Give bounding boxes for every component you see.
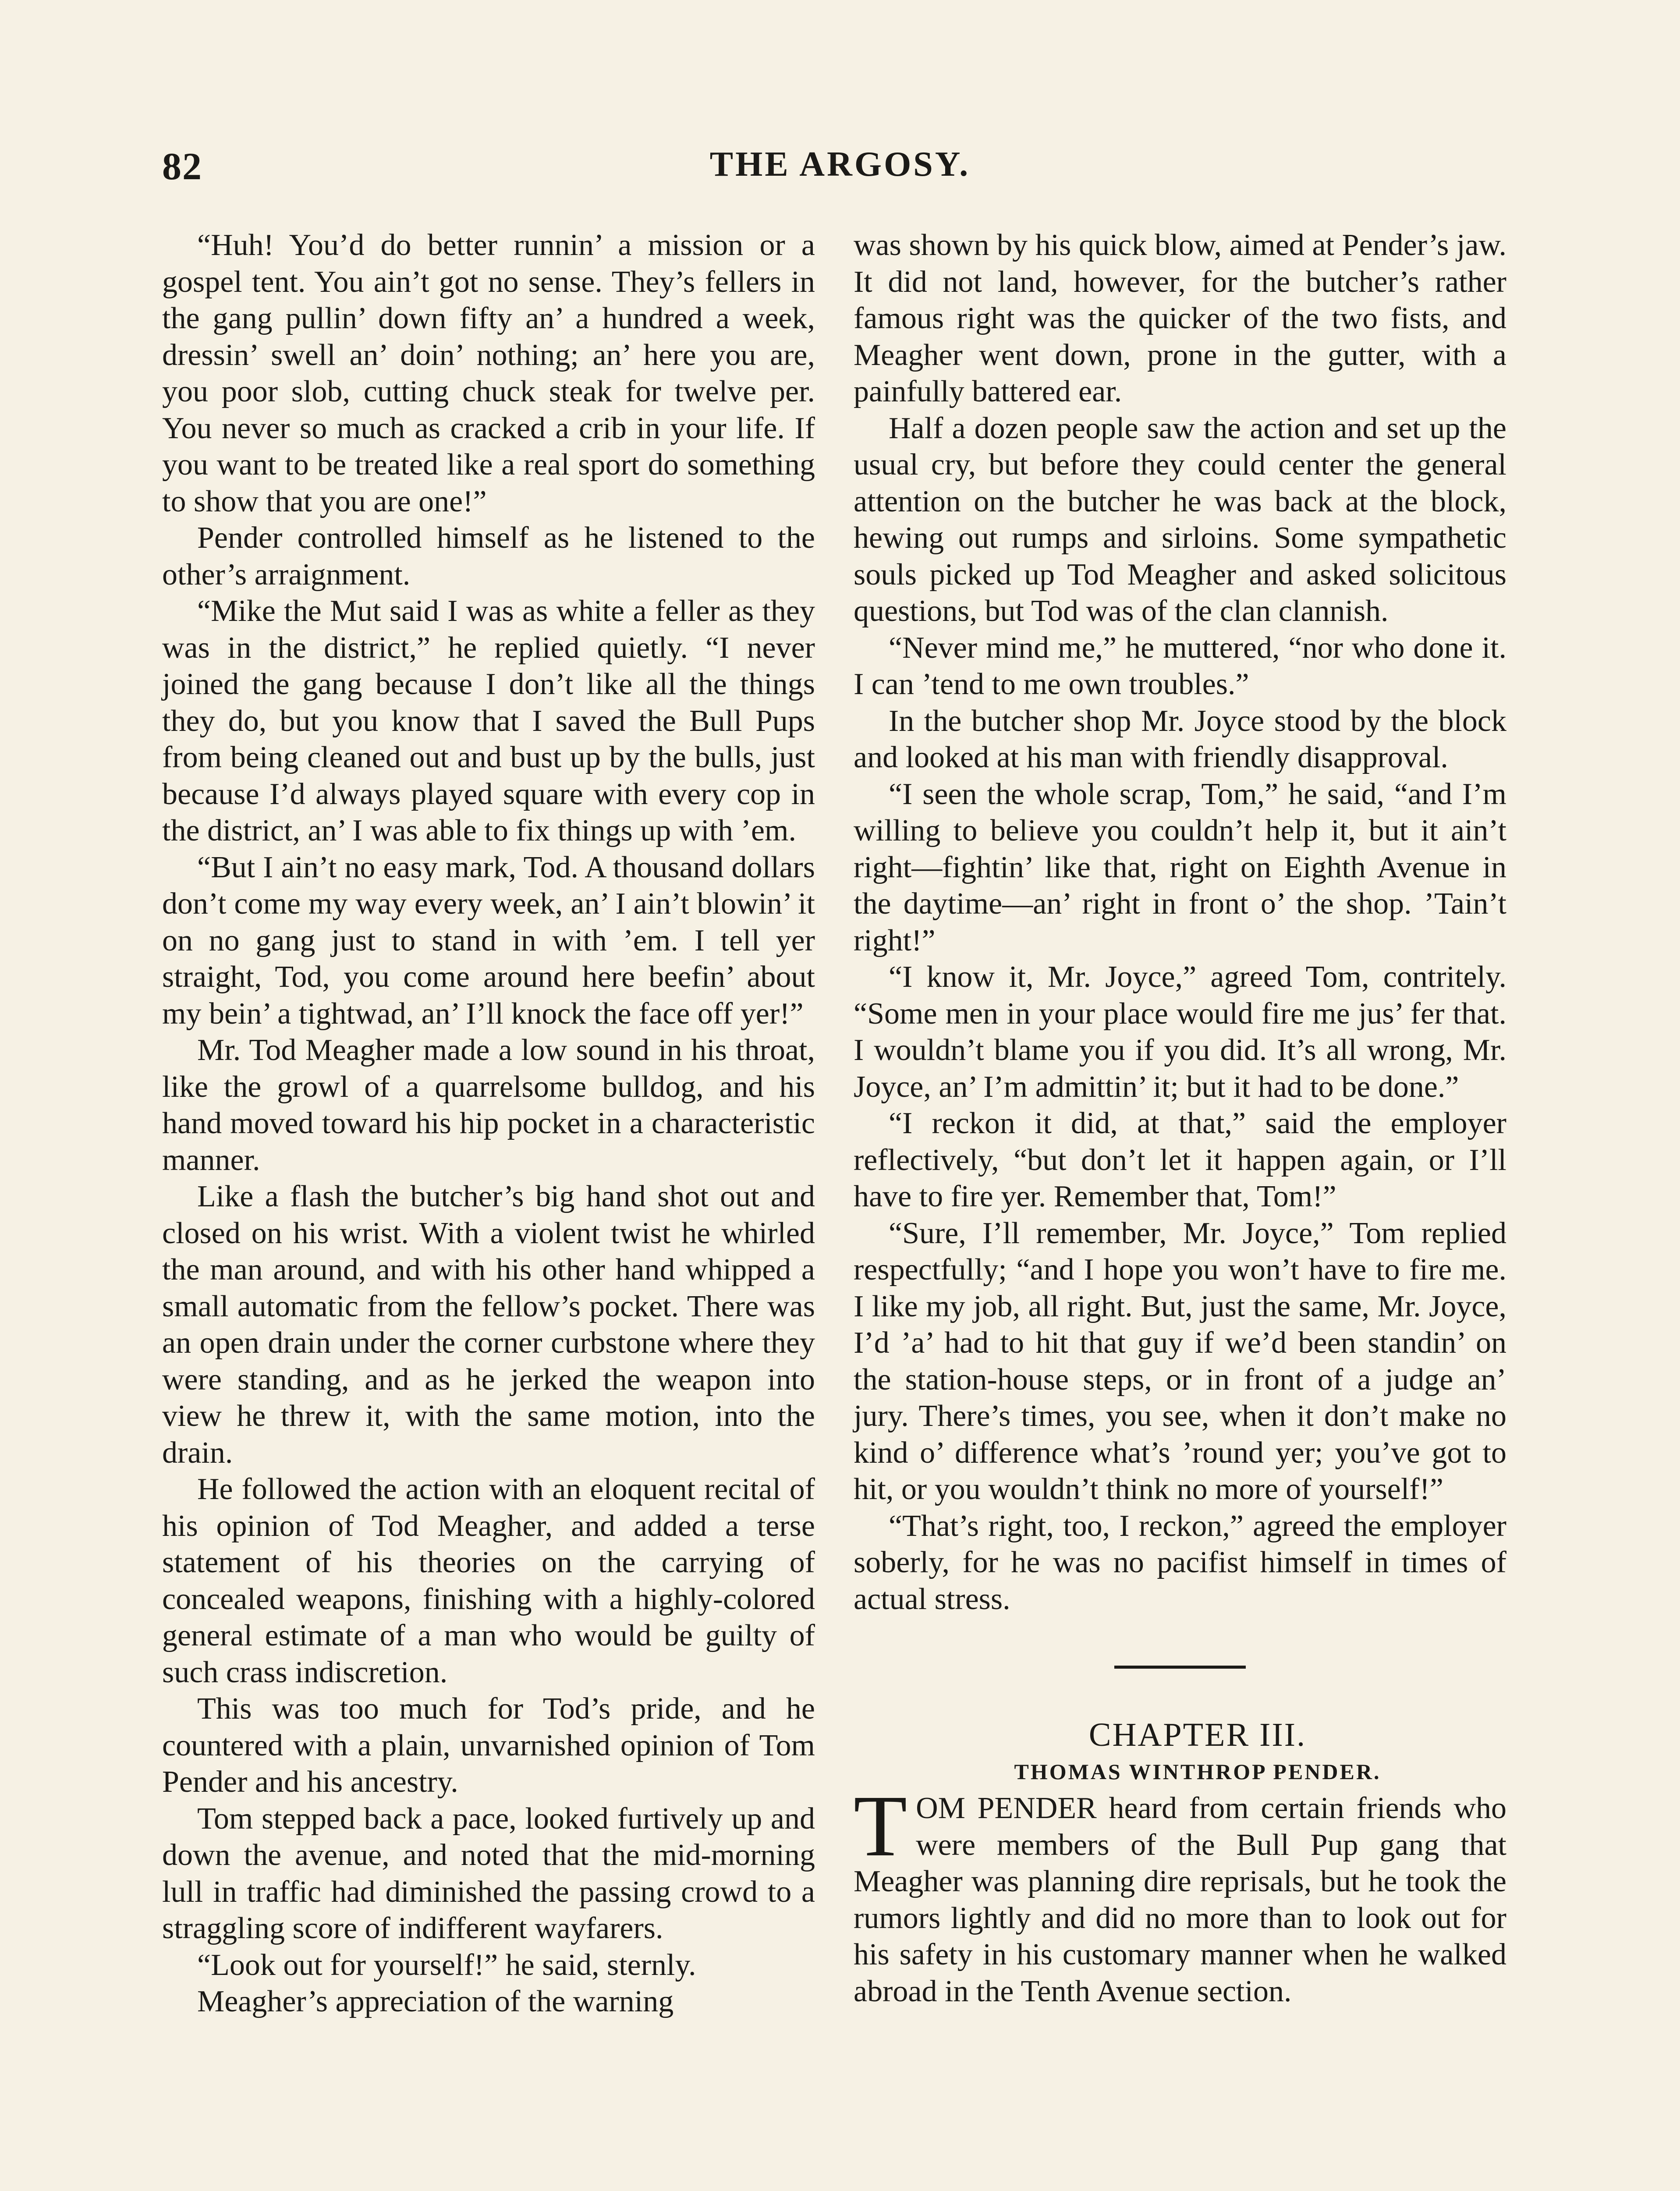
paragraph: “I seen the whole scrap, Tom,” he said, “and I’m willing to believe you couldn’t help it, but it ain’t right—fightin’ like that, right on Eighth Avenue in the daytime—an’ right in front o’ the shop. ’Tain’t right!” (854, 777, 1506, 957)
paragraph: Half a dozen people saw the action and set up the usual cry, but before they could center the general attention on the butcher he was back at the block, hewing out rumps and sirloins. Some sympathetic souls picked up Tod Meagher and asked solicitous questions, but Tod was of the clan clannish. (854, 411, 1506, 628)
right-column (854, 227, 1506, 2010)
page-header (162, 145, 1518, 197)
paragraph: Mr. Tod Meagher made a low sound in his throat, like the growl of a quarrelsome bulldog, and his hand moved toward his hip pocket in a characteristic manner. (162, 1033, 815, 1177)
paragraph: “Mike the Mut said I was as white a feller as they was in the district,” he replied quietly. “I never joined the gang because I don’t like all the things they do, but you know that I saved the Bull Pups from being cleaned out and bust up by the bulls, just because I’d always played square with every cop in the district, an’ I was able to fix things up with ’em. (162, 594, 815, 847)
paragraph: Meagher’s appreciation of the warning (197, 1985, 674, 2018)
paragraph: “But I ain’t no easy mark, Tod. A thousand dollars don’t come my way every week, an’ I ain’t blowin’ it on no gang just to stand in with ’em. I tell yer straight, Tod, you come around here beefin’ about my bein’ a tightwad, an’ I’ll knock the face off yer!” (162, 850, 815, 1031)
paragraph: This was too much for Tod’s pride, and he countered with a plain, unvarnished opinion of Tom Pender and his ancestry. (162, 1692, 815, 1799)
page-number: 82 (162, 145, 202, 188)
paragraph: Like a flash the butcher’s big hand shot out and closed on his wrist. With a violent twist he whirled the man around, and with his other hand whipped a small automatic from the fellow’s pocket. There was an open drain under the corner curbstone where they were standing, and as he jerked the weapon into view he threw it, with the same motion, into the drain. (162, 1180, 815, 1470)
chapter-opening-paragraph (854, 1778, 1506, 2010)
paragraph: “Never mind me,” he muttered, “nor who done it. I can ’tend to me own troubles.” (854, 631, 1506, 701)
chapter-title: CHAPTER III. (1088, 1716, 1307, 1753)
paragraph: “I know it, Mr. Joyce,” agreed Tom, contritely. “Some men in your place would fire me jus’ fer that. I wouldn’t blame you if you did. It’s all wrong, Mr. Joyce, an’ I’m admittin’ it; but it had to be done.” (854, 960, 1506, 1104)
opening-text: OM PENDER heard from certain friends who were members of the Bull Pup gang that Meagher was planning dire reprisals, but he took the rumors lightly and did no more than to look out for his safety in his customary manner when he walked abroad in the Tenth Avenue section. (854, 1791, 1506, 2008)
paragraph: “Look out for yourself!” he said, sternly. (197, 1948, 696, 1982)
chapter-subtitle: THOMAS WINTHROP PENDER. (1014, 1759, 1381, 1784)
paragraph-continued: was shown by his quick blow, aimed at Pender’s jaw. It did not land, however, for the butcher’s rather famous right was the quicker of the two fists, and Meagher went down, prone in the gutter, with a painfully battered ear. (854, 228, 1506, 408)
paragraph: He followed the action with an eloquent recital of his opinion of Tod Meagher, and added a terse statement of his theories on the carrying of concealed weapons, finishing with a highly-colored general estimate of a man who would be guilty of such crass indiscretion. (162, 1472, 815, 1689)
paragraph: “Sure, I’ll remember, Mr. Joyce,” Tom replied respectfully; “and I hope you won’t have to fire me. I like my job, all right. But, just the same, Mr. Joyce, I’d ’a’ had to hit that guy if we’d been standin’ on the station-house steps, or in front of a judge an’ jury. There’s times, you see, when it don’t make no kind o’ difference what’s ’round yer; you’ve got to hit, or you wouldn’t think no more of yourself!” (854, 1216, 1506, 1506)
drop-cap: T (854, 1778, 907, 1875)
paragraph: Tom stepped back a pace, looked furtively up and down the avenue, and noted that the mid-morning lull in traffic had diminished the passing crowd to a straggling score of indifferent wayfarers. (162, 1801, 815, 1945)
paragraph: “I reckon it did, at that,” said the employer reflectively, “but don’t let it happen again, or I’ll have to fire yer. Remember that, Tom!” (854, 1106, 1506, 1213)
paragraph: “Huh! You’d do better runnin’ a mission or a gospel tent. You ain’t got no sense. They’s fellers in the gang pullin’ down fifty an’ a hundred a week, dressin’ swell an’ doin’ nothing; an’ here you are, you poor slob, cutting chuck steak for twelve per. You never so much as cracked a crib in your life. If you want to be treated like a real sport do something to show that you are one!” (162, 228, 815, 518)
paragraph: Pender controlled himself as he listened to the other’s arraignment. (162, 521, 815, 592)
paragraph: In the butcher shop Mr. Joyce stood by the block and looked at his man with friendly disapproval. (854, 704, 1506, 774)
running-head: THE ARGOSY. (709, 145, 971, 184)
left-column (162, 227, 815, 2020)
section-divider (1114, 1666, 1246, 1669)
paragraph: “That’s right, too, I reckon,” agreed the employer soberly, for he was no pacifist himself in times of actual stress. (854, 1509, 1506, 1616)
